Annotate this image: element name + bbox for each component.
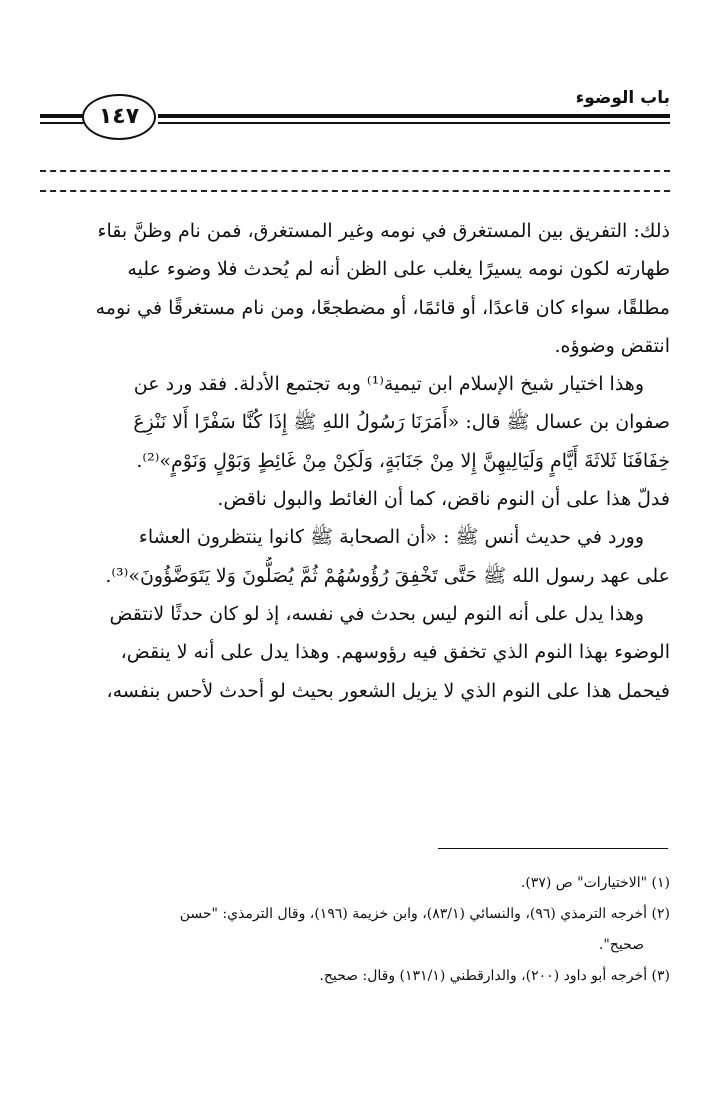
text-line: فيحمل هذا على النوم الذي لا يزيل الشعور بحيث لو أحدث لأحس بنفسه،	[106, 679, 670, 702]
text-line: طهارته لكون نومه يسيرًا يغلب على الظن أنه لم يُحدث فلا وضوء عليه	[127, 258, 670, 281]
text-line: صفوان بن عسال ﷺ قال: «أَمَرَنَا رَسُولُ اللهِ ﷺ إِذَا كُنَّا سَفْرًا أَلا نَنْزِعَ	[133, 411, 670, 434]
footnote-2-continued: صحيح".	[598, 937, 644, 953]
text-line: خِفَافَنَا ثَلاثَةَ أَيَّامٍ وَلَيَالِيهِنَّ إِلا مِنْ جَنَابَةٍ، وَلَكِنْ مِنْ غَائِطٍ وَبَوْلٍ وَنَوْمٍ»⁽²⁾.	[136, 449, 670, 472]
text-line: وهذا يدل على أنه النوم ليس بحدث في نفسه، إذ لو كان حدثًا لانتقض	[109, 602, 644, 625]
text-line: فدلّ هذا على أن النوم ناقض، كما أن الغائط والبول ناقض.	[217, 488, 670, 511]
text-line: على عهد رسول الله ﷺ حَتَّى تَخْفِقَ رُؤُوسُهُمْ ثُمَّ يُصَلُّونَ وَلا يَتَوَضَّؤُونَ»⁽³⁾.	[105, 564, 670, 587]
footnote-rule	[438, 848, 668, 849]
footnotes	[40, 868, 670, 992]
header-rule-left-thin	[40, 122, 84, 124]
page-number: ١٤٧	[98, 104, 140, 129]
text-line: وهذا اختيار شيخ الإسلام ابن تيمية⁽¹⁾ وبه تجتمع الأدلة. فقد ورد عن	[133, 373, 644, 396]
text-line: وورد في حديث أنس ﷺ : «أن الصحابة ﷺ كانوا ينتظرون العشاء	[138, 526, 644, 549]
text-line: انتقض وضوؤه.	[554, 334, 670, 357]
footnote-2: (٢) أخرجه الترمذي (٩٦)، والنسائي (٨٣/١)، وابن خزيمة (١٩٦)، وقال الترمذي: "حسن	[179, 906, 670, 922]
footnote-3: (٣) أخرجه أبو داود (٢٠٠)، والدارقطني (١٣١/١) وقال: صحيح.	[319, 968, 670, 984]
text-line: الوضوء بهذا النوم الذي تخفق فيه رؤوسهم. وهذا يدل على أنه لا ينقض،	[120, 641, 670, 664]
page-header	[40, 88, 670, 148]
text-line: ذلك: التفريق بين المستغرق في نومه وغير المستغرق، فمن نام وظنَّ بقاء	[97, 220, 670, 242]
header-rule-left-thick	[40, 114, 84, 118]
chapter-title: باب الوضوء	[575, 88, 670, 108]
text-line: مطلقًا، سواء كان قاعدًا، أو قائمًا، أو مضطجعًا، ومن نام مستغرقًا في نومه	[95, 296, 670, 319]
header-rule-thin	[158, 122, 670, 124]
dashed-separator-bottom	[40, 190, 670, 192]
header-rule-thick	[158, 114, 670, 118]
dashed-separator-top	[40, 170, 670, 172]
footnote-1: (١) "الاختيارات" ص (٣٧).	[520, 875, 670, 891]
main-text	[40, 212, 670, 710]
